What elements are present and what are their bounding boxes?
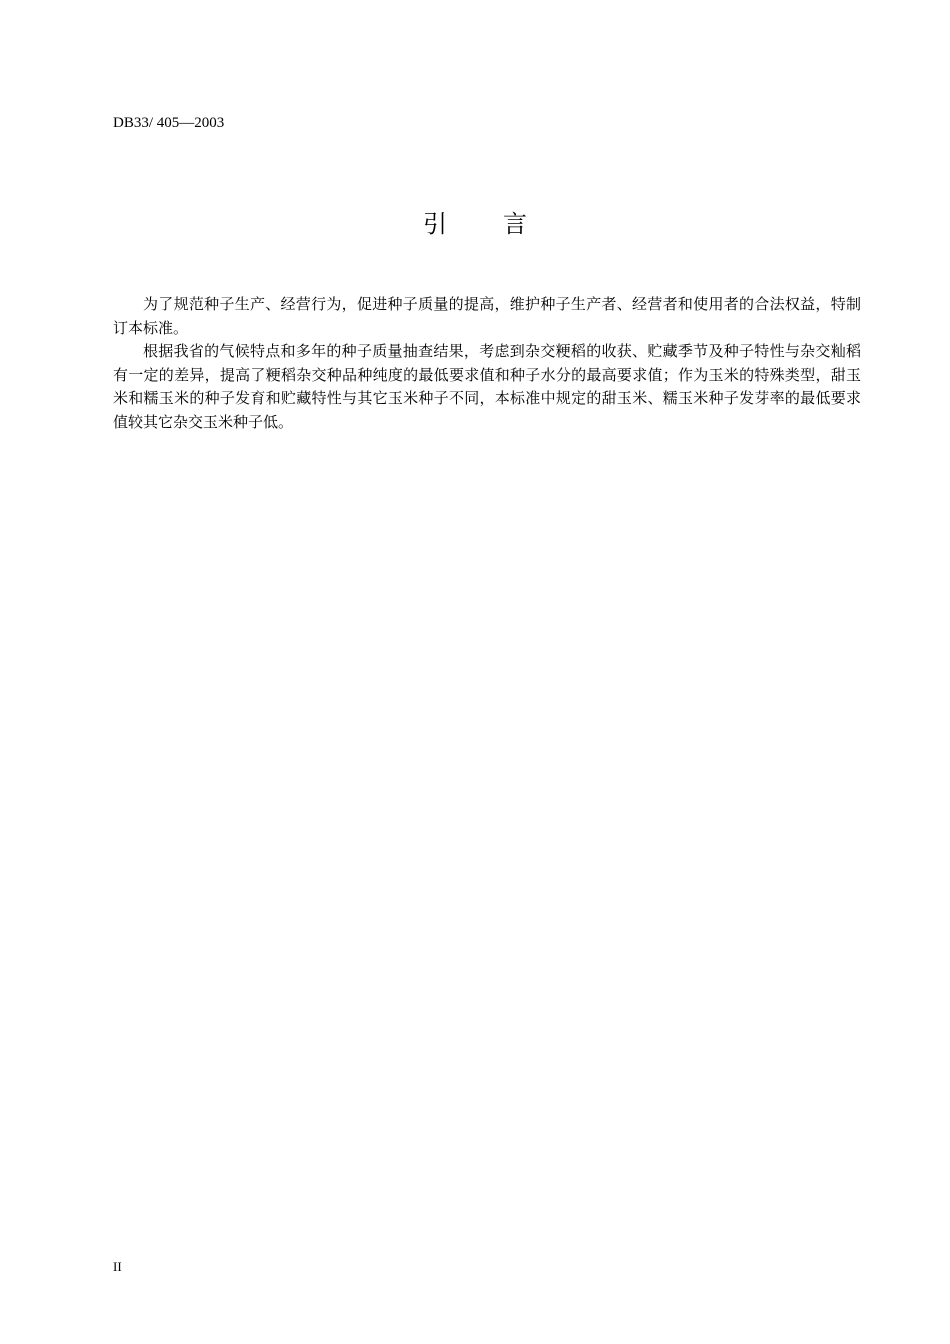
introduction-body [113,294,861,435]
section-title-char-1: 引 [423,210,447,238]
document-code: DB33/ 405—2003 [113,115,225,131]
section-title [0,208,950,240]
paragraph-1: 为了规范种子生产、经营行为，促进种子质量的提高，维护种子生产者、经营者和使用者的合法权益，特制订本标准。 [113,297,861,337]
page-number: II [113,1259,122,1274]
paragraph-2: 根据我省的气候特点和多年的种子质量抽查结果，考虑到杂交粳稻的收获、贮藏季节及种子特性与杂交籼稻有一定的差异，提高了粳稻杂交种品种纯度的最低要求值和种子水分的最高要求值；作为玉米的特殊类型，甜玉米和糯玉米的种子发育和贮藏特性与其它玉米种子不同，本标准中规定的甜玉米、糯玉米种子发芽率的最低要求值较其它杂交玉米种子低。 [113,344,861,431]
section-title-char-2: 言 [503,210,527,238]
